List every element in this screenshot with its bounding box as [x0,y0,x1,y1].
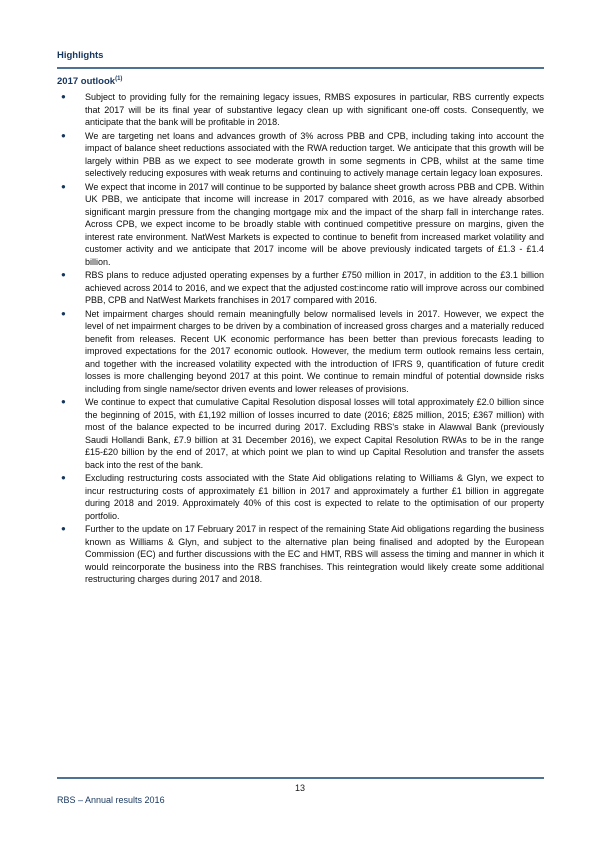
subsection-title [57,76,544,88]
bullet-paragraph: Excluding restructuring costs associated with the State Aid obligations relating to Williams & Glyn, we expect to incur restructuring costs of approximately £1 billion in 2017 and approximately a further £1 billion in aggregate during 2018 and 2019. Approximately 40% of this cost is expected to relate to the optimisation of our property portfolio. [85,473,544,521]
list-item [57,472,544,522]
bullet-list [57,91,544,586]
page-content [57,50,544,587]
list-item [57,396,544,471]
bullet-paragraph: We continue to expect that cumulative Capital Resolution disposal losses will total approximately £2.0 billion since the beginning of 2015, with £1,192 million of losses incurred to date (2016; £825 million, 2015; £367 million) with most of the balance expected to be incurred during 2017. Excluding RBS's stake in Alawwal Bank (previously Saudi Hollandi Bank, £7.9 billion at 31 December 2016), we expect Capital Resolution RWAs to be in the range £15-£20 billion by the end of 2017, at which point we plan to wind up Capital Resolution and transfer the assets back into the rest of the bank. [85,397,544,470]
bullet-icon: ● [61,130,66,140]
section-title: Highlights [57,50,544,69]
bullet-paragraph: Net impairment charges should remain meaningfully below normalised levels in 2017. However, we expect the level of net impairment charges to be driven by a combination of increased gross charges and a materially reduced benefit from releases. Recent UK economic performance has been better than previous forecasts leading to improved expectations for the 2017 economic outlook. However, the medium term outlook remains less certain, and together with the increased volatility expected with the introduction of IFRS 9, quantification of future credit losses is more challenging beyond 2017 at this point. We continue to remain mindful of potential downside risks including from single name/sector driven events and lower releases of provisions. [85,308,544,394]
bullet-paragraph: Further to the update on 17 February 2017 in respect of the remaining State Aid obligations regarding the business known as Williams & Glyn, and subject to the alternative plan being finalised and adopted by the European Commission (EC) and further discussions with the EC and HMT, RBS will assess the timing and manner in which it would reincorporate the business into the RBS franchises. This reintegration would likely create some additional restructuring charges during 2017 and 2018. [85,524,544,584]
list-item [57,308,544,396]
list-item [57,130,544,180]
list-item [57,91,544,129]
bullet-paragraph: RBS plans to reduce adjusted operating expenses by a further £750 million in 2017, in addition to the £3.1 billion achieved across 2014 to 2016, and we expect that the adjusted cost:income ratio will improve across our combined PBB, CPB and NatWest Markets franchises in 2017 compared with 2016. [85,270,544,305]
bullet-icon: ● [61,92,66,101]
footer-document-label: RBS – Annual results 2016 [57,795,165,805]
list-item [57,181,544,269]
bullet-icon: ● [61,308,66,318]
bullet-paragraph: We are targeting net loans and advances growth of 3% across PBB and CPB, including taking into account the impact of balance sheet reductions associated with the RWA reduction target. We anticipate that this growth will be largely within PBB as we expect to see moderate growth in some segments in CPB, whilst at the same time selectively reducing exposures with weak returns and continuing to actively manage certain legacy loan exposures. [85,130,544,178]
page-number: 13 [294,783,305,793]
footer-divider [57,777,544,779]
bullet-paragraph: We expect that income in 2017 will continue to be supported by balance sheet growth across PBB and CPB. Within UK PBB, we anticipate that income will increase in 2017 compared with 2016, as we have already absorbed significant margin pressure from the changing mortgage mix and the impact of the sharp fall in interchange rates. Across CPB, we expect income to be broadly stable with continued competitive pressure on margins, given the interest rate environment. NatWest Markets is expected to continue to benefit from increased market volatility and customer activity and we anticipate that 2017 income will be above previously indicated targets of £1.3 - £1.4 billion. [85,181,544,267]
bullet-icon: ● [61,524,66,533]
subsection-title-text: 2017 outlook [57,76,116,87]
bullet-icon: ● [61,270,66,279]
bullet-icon: ● [61,181,66,191]
bullet-paragraph: Subject to providing fully for the remaining legacy issues, RMBS exposures in particular, RBS currently expects that 2017 will be its final year of substantive legacy clean up with significant one-off costs. Consequently, we anticipate that the bank will be profitable in 2018. [85,92,544,127]
footnote-marker: (1) [115,75,123,82]
list-item [57,269,544,307]
bullet-icon: ● [61,397,66,406]
list-item [57,523,544,586]
bullet-icon: ● [61,473,66,482]
